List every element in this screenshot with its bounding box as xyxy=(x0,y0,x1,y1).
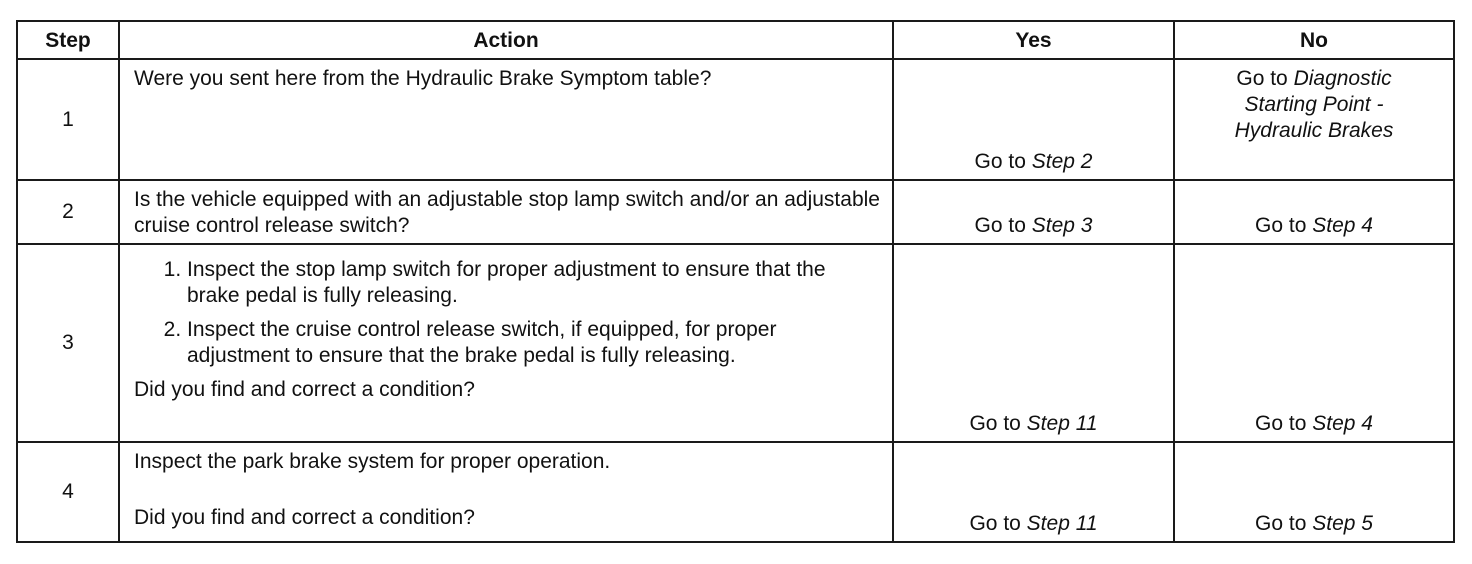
step-number: 4 xyxy=(17,442,119,542)
no-link-part-1[interactable]: Diagnostic xyxy=(1293,67,1392,90)
yes-prefix: Go to xyxy=(969,512,1027,535)
no-step-link[interactable]: Step 5 xyxy=(1312,512,1373,535)
no-prefix: Go to xyxy=(1255,214,1313,237)
step-number: 1 xyxy=(17,59,119,180)
header-yes: Yes xyxy=(893,21,1174,59)
yes-cell xyxy=(893,442,1174,542)
diagnostic-table xyxy=(16,20,1455,543)
action-question: Did you find and correct a condition? xyxy=(134,378,475,401)
yes-prefix: Go to xyxy=(974,214,1032,237)
no-step-link[interactable]: Step 4 xyxy=(1312,412,1373,435)
no-cell xyxy=(1174,59,1454,180)
no-step-link[interactable]: Step 4 xyxy=(1312,214,1373,237)
step-number: 2 xyxy=(17,180,119,244)
no-prefix: Go to xyxy=(1255,512,1313,535)
no-cell xyxy=(1174,442,1454,542)
yes-step-link[interactable]: Step 11 xyxy=(1026,412,1098,435)
yes-step-link[interactable]: Step 11 xyxy=(1026,512,1098,535)
table-row xyxy=(17,59,1454,180)
action-question: Did you find and correct a condition? xyxy=(134,506,475,529)
yes-step-link[interactable]: Step 2 xyxy=(1031,150,1093,173)
header-no: No xyxy=(1174,21,1454,59)
no-prefix: Go to xyxy=(1236,67,1294,90)
no-cell xyxy=(1174,180,1454,244)
action-text: Were you sent here from the Hydraulic Brake Symptom table? xyxy=(134,67,712,90)
yes-step-link[interactable]: Step 3 xyxy=(1031,214,1093,237)
no-prefix: Go to xyxy=(1255,412,1313,435)
header-action: Action xyxy=(119,21,893,59)
yes-cell xyxy=(893,244,1174,442)
yes-cell xyxy=(893,59,1174,180)
list-item: 2. Inspect the cruise control release switch, if equipped, for proper adjustment to ensure that the brake pedal is fully releasing. xyxy=(187,317,882,369)
action-cell xyxy=(119,180,893,244)
table-row xyxy=(17,442,1454,542)
no-line-1 xyxy=(1175,66,1453,92)
no-link-part-3[interactable]: Hydraulic Brakes xyxy=(1234,119,1394,142)
header-step: Step xyxy=(17,21,119,59)
header-row xyxy=(17,21,1454,59)
action-cell xyxy=(119,442,893,542)
action-text: Is the vehicle equipped with an adjustable stop lamp switch and/or an adjustable cruise control release switch? xyxy=(134,188,880,237)
inspection-steps-list xyxy=(130,257,882,369)
list-item: 1. Inspect the stop lamp switch for proper adjustment to ensure that the brake pedal is fully releasing. xyxy=(187,257,882,309)
yes-prefix: Go to xyxy=(969,412,1027,435)
action-cell xyxy=(119,59,893,180)
yes-cell xyxy=(893,180,1174,244)
step-number: 3 xyxy=(17,244,119,442)
table-row xyxy=(17,244,1454,442)
table-row xyxy=(17,180,1454,244)
no-cell xyxy=(1174,244,1454,442)
action-text: Inspect the park brake system for proper operation. xyxy=(134,450,611,473)
action-cell xyxy=(119,244,893,442)
yes-prefix: Go to xyxy=(974,150,1032,173)
no-link-part-2[interactable]: Starting Point - xyxy=(1244,93,1384,116)
